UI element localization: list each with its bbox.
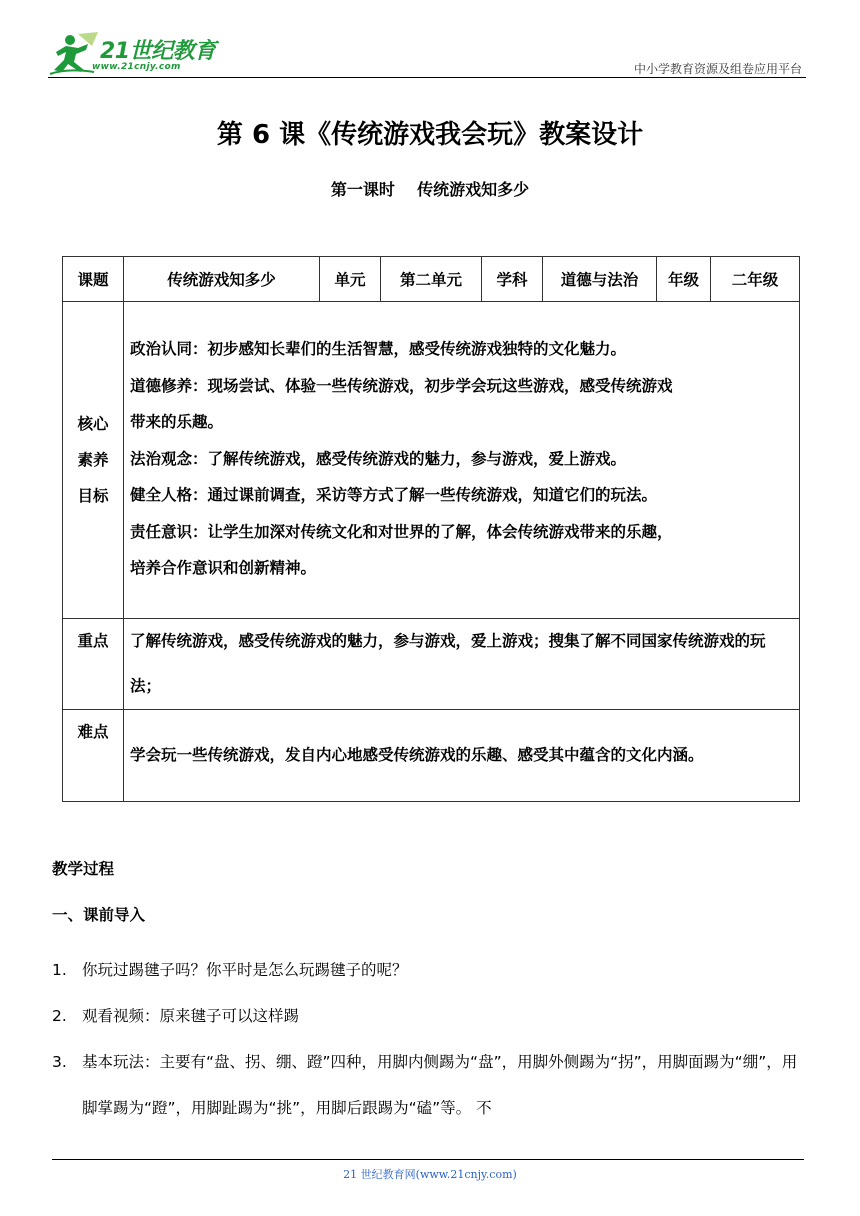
goal-line: 法治观念：了解传统游戏，感受传统游戏的魅力，参与游戏，爱上游戏。 <box>130 449 627 468</box>
goal-line: 政治认同：初步感知长辈们的生活智慧，感受传统游戏独特的文化魅力。 <box>130 340 627 359</box>
difficulty-text: 学会玩一些传统游戏，发自内心地感受传统游戏的乐趣、感受其中蕴含的文化内涵。 <box>124 710 800 802</box>
header-divider <box>48 77 806 78</box>
grade-label: 年级 <box>657 257 711 302</box>
unit-label: 单元 <box>320 257 381 302</box>
topic-value: 传统游戏知多少 <box>124 257 320 302</box>
logo <box>48 30 218 78</box>
table-row <box>63 302 800 619</box>
logo-text: 21世纪教育 <box>100 39 216 64</box>
goals-label-line: 目标 <box>77 487 109 505</box>
section-heading: 一、课前导入 <box>52 906 146 924</box>
item-number: 1. <box>52 961 67 979</box>
process-heading: 教学过程 <box>52 860 115 878</box>
table-row <box>63 257 800 302</box>
goals-content <box>124 302 800 619</box>
item-number: 2. <box>52 1007 67 1025</box>
page-footer: 21 世纪教育网(www.21cnjy.com) <box>343 1168 517 1181</box>
teaching-process <box>52 855 812 1131</box>
item-text: 基本玩法：主要有“盘、拐、绷、蹬”四种，用脚内侧踢为“盘”，用脚外侧踢为“拐”，用脚面踢为“绷”，用脚掌踢为“蹬”，用脚趾踢为“挑”，用脚后跟踢为“磕”等。 不 <box>82 1053 798 1117</box>
logo-url: www.21cnjy.com <box>92 62 181 72</box>
key-point-text: 了解传统游戏，感受传统游戏的魅力，参与游戏，爱上游戏；搜集了解不同国家传统游戏的玩法； <box>124 619 800 710</box>
goal-line: 带来的乐趣。 <box>130 413 224 432</box>
list-item <box>52 1039 812 1131</box>
goals-label <box>63 302 124 619</box>
unit-value: 第二单元 <box>381 257 482 302</box>
list-item <box>52 993 812 1039</box>
topic-label: 课题 <box>63 257 124 302</box>
goals-label-line: 核心 <box>77 415 109 433</box>
difficulty-label: 难点 <box>63 710 124 802</box>
table-row <box>63 619 800 710</box>
footer-divider <box>52 1159 804 1160</box>
item-number: 3. <box>52 1053 67 1071</box>
subject-value: 道德与法治 <box>543 257 657 302</box>
subject-label: 学科 <box>482 257 543 302</box>
platform-name: 中小学教育资源及组卷应用平台 <box>633 62 802 76</box>
goal-line: 责任意识：让学生加深对传统文化和对世界的了解，体会传统游戏带来的乐趣， <box>130 522 673 541</box>
goal-line: 健全人格：通过课前调查，采访等方式了解一些传统游戏，知道它们的玩法。 <box>130 486 658 505</box>
goals-label-line: 素养 <box>77 451 109 469</box>
goal-line: 道德修养：现场尝试、体验一些传统游戏，初步学会玩这些游戏，感受传统游戏 <box>130 376 673 395</box>
key-point-label: 重点 <box>63 619 124 710</box>
item-text: 观看视频：原来毽子可以这样踢 <box>82 1007 300 1025</box>
grade-value: 二年级 <box>711 257 800 302</box>
page-title: 第 6 课《传统游戏我会玩》教案设计 <box>216 120 644 150</box>
goal-line: 培养合作意识和创新精神。 <box>130 559 317 578</box>
page-subtitle: 第一课时 传统游戏知多少 <box>330 180 530 199</box>
lesson-info-table <box>62 256 800 802</box>
page-header <box>48 30 808 78</box>
item-text: 你玩过踢毽子吗？你平时是怎么玩踢毽子的呢？ <box>82 961 408 979</box>
list-item <box>52 947 812 993</box>
table-row <box>63 710 800 802</box>
